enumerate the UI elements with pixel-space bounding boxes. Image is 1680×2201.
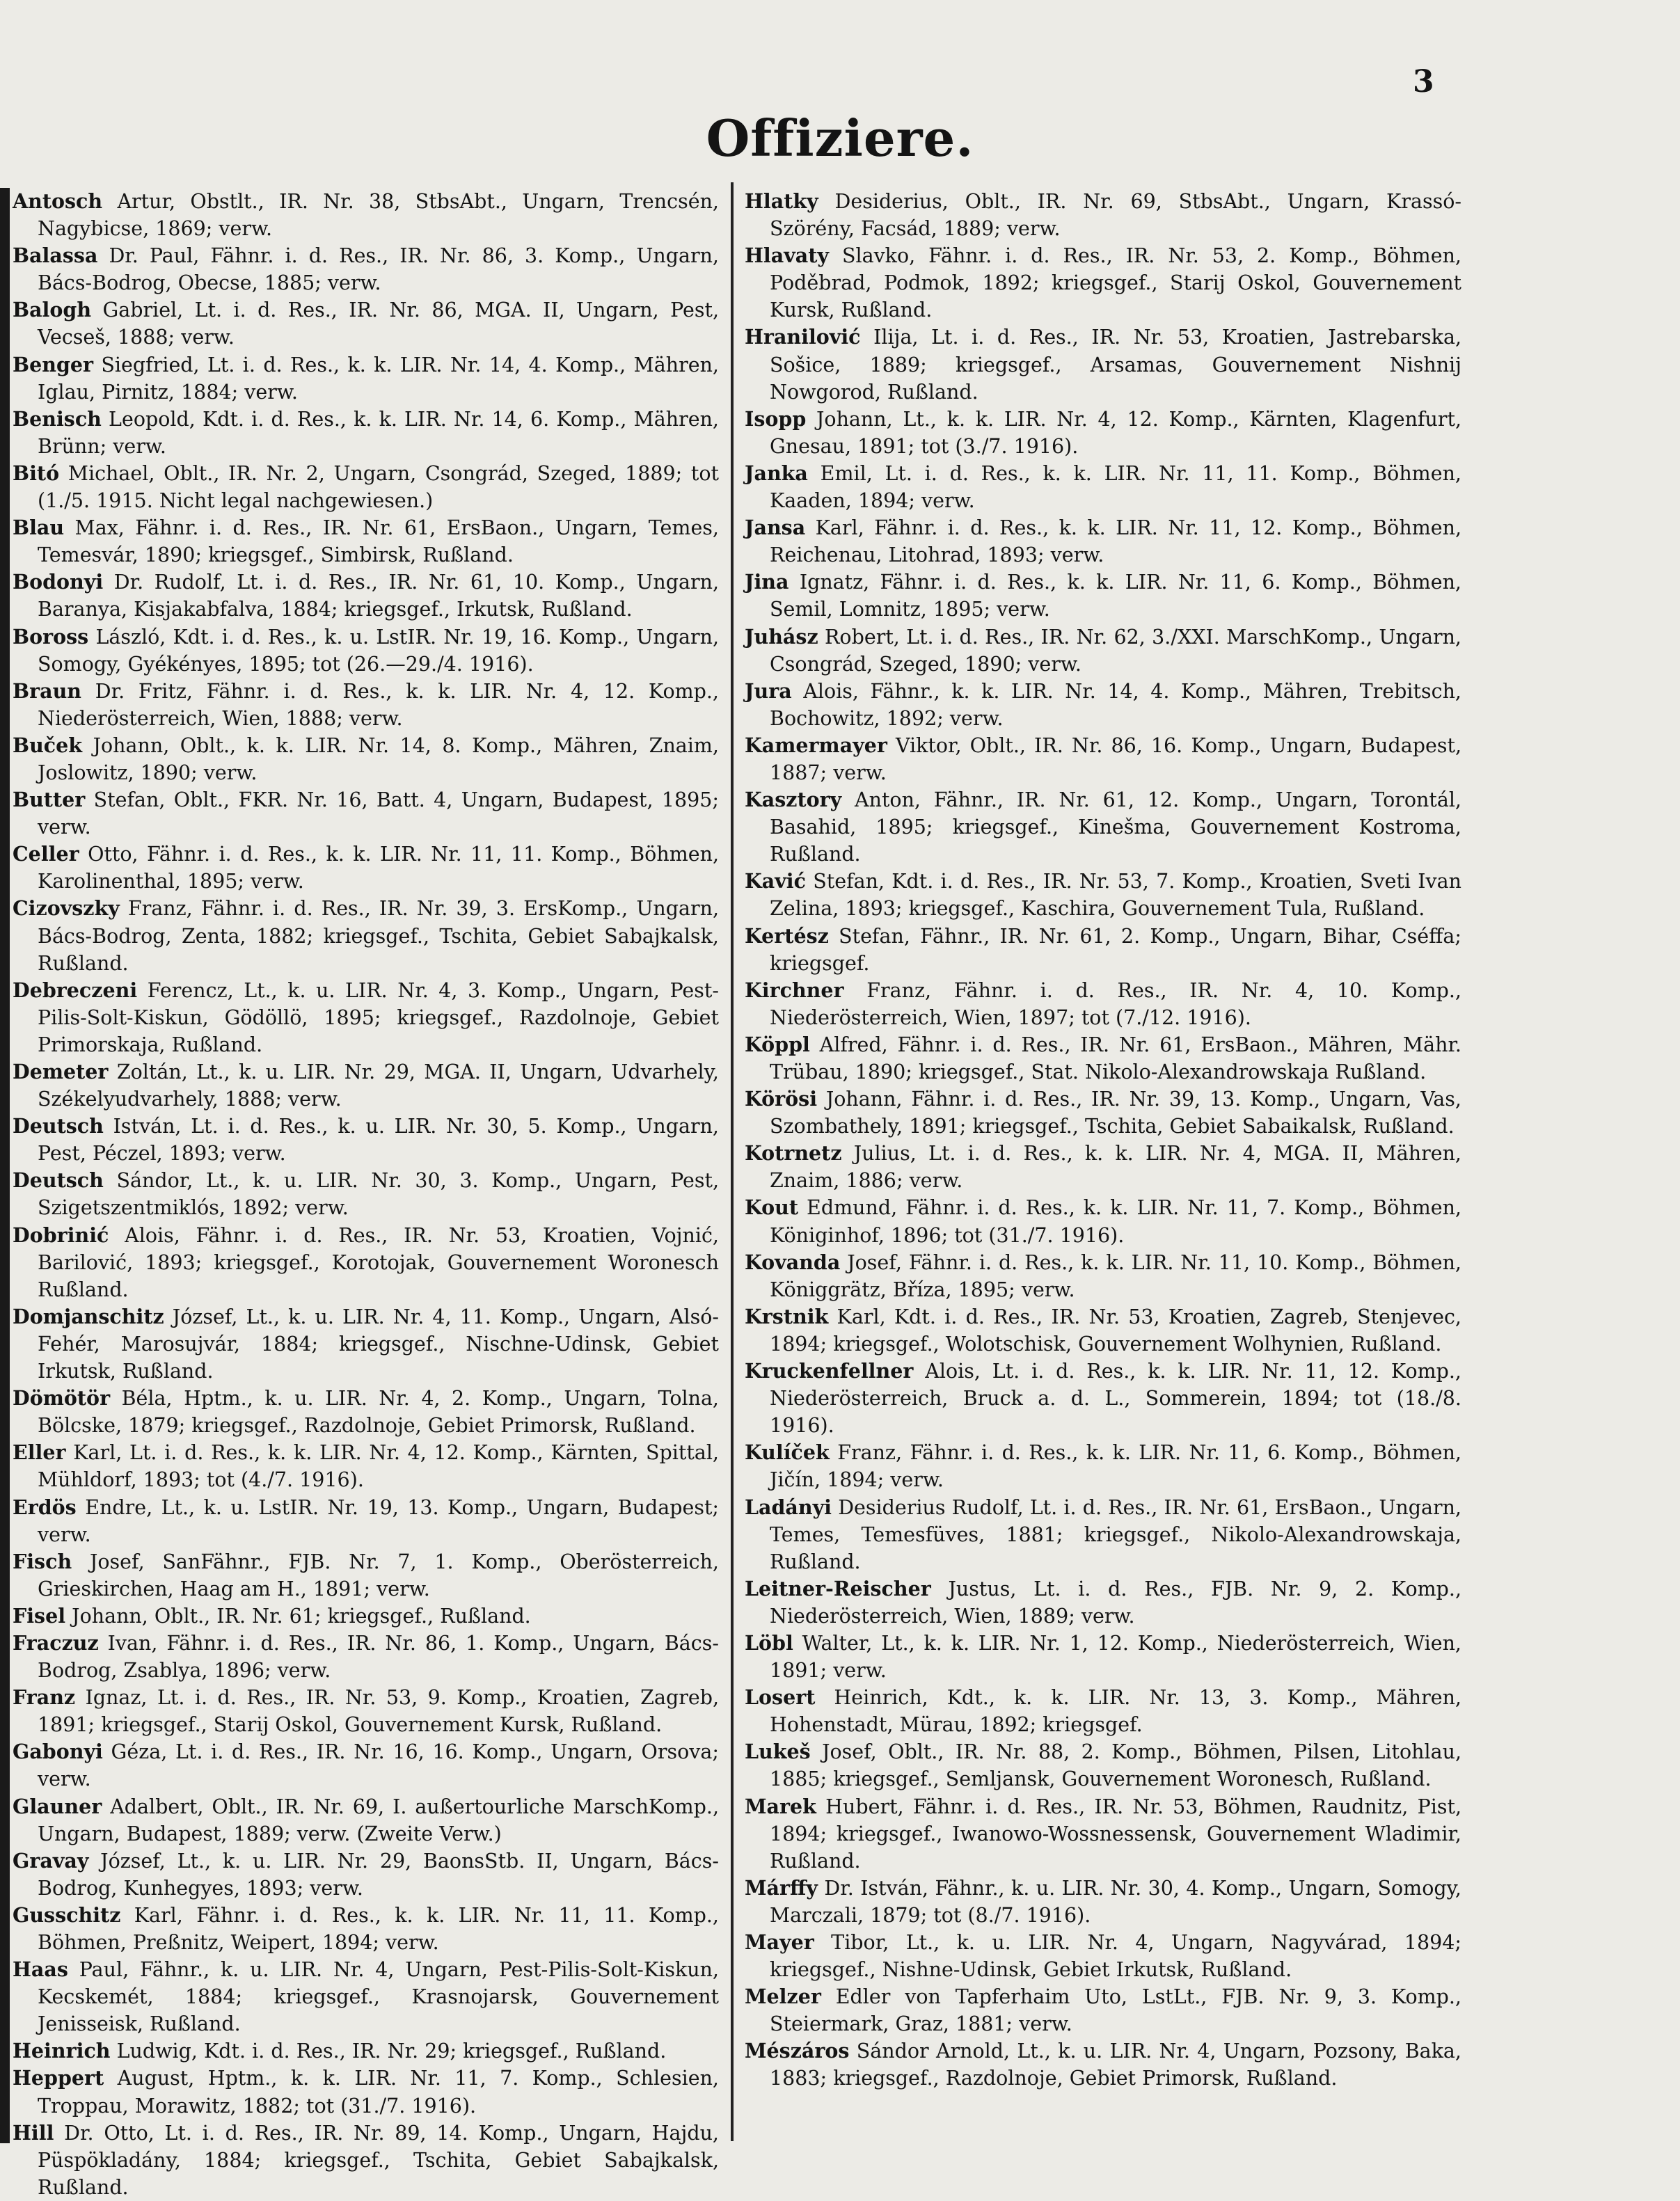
officer-surname: Heinrich: [13, 2039, 111, 2063]
officer-surname: Jina: [745, 570, 789, 594]
officer-entry: [745, 406, 1461, 460]
officer-entry: [745, 1684, 1461, 1738]
officer-surname: Bodonyi: [13, 570, 104, 594]
officer-entry: [13, 569, 719, 623]
officer-surname: Deutsch: [13, 1114, 104, 1138]
officer-details: Paul, Fähnr., k. u. LIR. Nr. 4, Ungarn, Pest-Pilis-Solt-Kiskun, Kecskemét, 1884; kriegsgef., Krasnojarsk, Gouvernement Jenisseisk, Rußland.: [38, 1958, 719, 2036]
officer-entry: [13, 1684, 719, 1738]
officer-details: Edler von Tapferhaim Uto, LstLt., FJB. Nr. 9, 3. Komp., Steiermark, Graz, 1881; verw.: [770, 1985, 1461, 2036]
officer-details: Adalbert, Oblt., IR. Nr. 69, I. außertourliche MarschKomp., Ungarn, Budapest, 1889; verw. (Zweite Verw.): [38, 1795, 719, 1845]
officer-entry: [13, 786, 719, 841]
officer-surname: Balogh: [13, 298, 92, 322]
officer-entry: [13, 242, 719, 296]
officer-surname: Cizovszky: [13, 896, 120, 921]
officer-details: Sándor, Lt., k. u. LIR. Nr. 30, 3. Komp., Ungarn, Pest, Szigetszentmiklós, 1892; verw.: [38, 1169, 719, 1220]
officer-entry: [13, 841, 719, 895]
officer-surname: Mészáros: [745, 2039, 850, 2063]
officer-details: Stefan, Kdt. i. d. Res., IR. Nr. 53, 7. Komp., Kroatien, Sveti Ivan Zelina, 1893; kriegsgef., Kaschira, Gouvernement Tula, Rußland.: [770, 870, 1461, 921]
officer-details: Dr. Fritz, Fähnr. i. d. Res., k. k. LIR. Nr. 4, 12. Komp., Niederösterreich, Wien, 1888; verw.: [38, 679, 719, 730]
officer-entry: [13, 1439, 719, 1493]
officer-details: Viktor, Oblt., IR. Nr. 86, 16. Komp., Ungarn, Budapest, 1887; verw.: [770, 733, 1461, 784]
officer-surname: Mayer: [745, 1930, 814, 1954]
officer-surname: Glauner: [13, 1794, 102, 1818]
officer-entry: [745, 623, 1461, 678]
officer-surname: Körösi: [745, 1087, 818, 1111]
officer-details: Franz, Fähnr. i. d. Res., IR. Nr. 39, 3. ErsKomp., Ungarn, Bács-Bodrog, Zenta, 1882; kriegsgef., Tschita, Gebiet Sabajkalsk, Rußland.: [38, 897, 719, 975]
officer-entry: [13, 1113, 719, 1167]
officer-details: Robert, Lt. i. d. Res., IR. Nr. 62, 3./XXI. MarschKomp., Ungarn, Csongrád, Szeged, 1890; verw.: [770, 625, 1461, 676]
officer-details: Anton, Fähnr., IR. Nr. 61, 12. Komp., Ungarn, Torontál, Basahid, 1895; kriegsgef., Kinešma, Gouvernement Kostroma, Rußland.: [770, 788, 1461, 866]
officer-surname: Jura: [745, 678, 792, 703]
officer-details: Siegfried, Lt. i. d. Res., k. k. LIR. Nr. 14, 4. Komp., Mähren, Iglau, Pirnitz, 1884; verw.: [38, 353, 719, 404]
officer-surname: Marek: [745, 1794, 816, 1818]
officer-entry: [13, 1167, 719, 1221]
officer-entry: [745, 242, 1461, 324]
officer-entry: [13, 977, 719, 1058]
officer-entry: [745, 1303, 1461, 1358]
officer-entry: [745, 1738, 1461, 1793]
officer-surname: Blau: [13, 516, 65, 540]
officer-surname: Hranilović: [745, 325, 861, 349]
officer-surname: Eller: [13, 1440, 66, 1465]
officer-surname: Benisch: [13, 406, 102, 431]
officer-entry: [745, 1875, 1461, 1929]
officer-entry: [13, 406, 719, 460]
officer-details: Dr. Otto, Lt. i. d. Res., IR. Nr. 89, 14. Komp., Ungarn, Hajdu, Püspökladány, 1884; kriegsgef., Tschita, Gebiet Sabajkalsk, Rußland.: [38, 2121, 719, 2199]
officer-surname: Heppert: [13, 2066, 104, 2090]
officer-surname: Butter: [13, 788, 86, 812]
officer-entry: [745, 732, 1461, 786]
officer-entry: [745, 2037, 1461, 2092]
officer-entry: [745, 1140, 1461, 1194]
officer-surname: Kruckenfellner: [745, 1359, 914, 1383]
officer-details: Ignatz, Fähnr. i. d. Res., k. k. LIR. Nr. 11, 6. Komp., Böhmen, Semil, Lomnitz, 1895; verw.: [770, 571, 1461, 621]
officer-surname: Lukeš: [745, 1740, 811, 1764]
officer-details: Alois, Lt. i. d. Res., k. k. LIR. Nr. 11, 12. Komp., Niederösterreich, Bruck a. d. L., Sommerein, 1894; tot (18./8. 1916).: [770, 1360, 1461, 1438]
officer-details: Justus, Lt. i. d. Res., FJB. Nr. 9, 2. Komp., Niederösterreich, Wien, 1889; verw.: [770, 1577, 1461, 1628]
officer-details: Alois, Fähnr. i. d. Res., IR. Nr. 53, Kroatien, Vojnić, Barilović, 1893; kriegsgef., Korotojak, Gouvernement Woronesch Rußland.: [38, 1223, 719, 1301]
officer-details: Karl, Fähnr. i. d. Res., k. k. LIR. Nr. 11, 11. Komp., Böhmen, Preßnitz, Weipert, 1894; verw.: [38, 1903, 719, 1954]
left-binding-edge: [0, 188, 10, 2143]
officer-surname: Kamermayer: [745, 733, 887, 757]
officer-details: Karl, Lt. i. d. Res., k. k. LIR. Nr. 4, 12. Komp., Kärnten, Spittal, Mühldorf, 1893; tot (4./7. 1916).: [38, 1441, 719, 1492]
officer-entry: [13, 1902, 719, 1956]
officer-surname: Buček: [13, 733, 83, 757]
left-column: [13, 188, 719, 2199]
officer-details: Josef, Fähnr. i. d. Res., k. k. LIR. Nr. 11, 10. Komp., Böhmen, Königgrätz, Bříza, 1895; verw.: [770, 1250, 1461, 1301]
officer-details: Desiderius, Oblt., IR. Nr. 69, StbsAbt., Ungarn, Krassó-Szörény, Facsád, 1889; verw.: [770, 190, 1461, 241]
officer-entry: [745, 1494, 1461, 1575]
officer-details: Heinrich, Kdt., k. k. LIR. Nr. 13, 3. Komp., Mähren, Hohenstadt, Mürau, 1892; kriegsgef.: [770, 1686, 1461, 1737]
officer-entry: [745, 1983, 1461, 2037]
officer-entry: [13, 1058, 719, 1113]
officer-details: Zoltán, Lt., k. u. LIR. Nr. 29, MGA. II, Ungarn, Udvarhely, Székelyudvarhely, 1888; verw.: [38, 1060, 719, 1111]
officer-entry: [13, 1848, 719, 1902]
officer-surname: Löbl: [745, 1630, 793, 1655]
officer-details: Gabriel, Lt. i. d. Res., IR. Nr. 86, MGA. II, Ungarn, Pest, Vecseš, 1888; verw.: [38, 299, 719, 349]
officer-surname: Debreczeni: [13, 978, 138, 1002]
officer-details: Ludwig, Kdt. i. d. Res., IR. Nr. 29; kriegsgef., Rußland.: [110, 2040, 667, 2063]
officer-entry: [13, 1303, 719, 1385]
officer-entry: [13, 1793, 719, 1848]
officer-entry: [13, 678, 719, 732]
officer-entry: [745, 1630, 1461, 1684]
officer-details: Endre, Lt., k. u. LstIR. Nr. 19, 13. Komp., Ungarn, Budapest; verw.: [38, 1495, 719, 1546]
officer-surname: Celler: [13, 842, 79, 866]
officer-surname: Domjanschitz: [13, 1304, 164, 1328]
officer-details: Johann, Fähnr. i. d. Res., IR. Nr. 39, 13. Komp., Ungarn, Vas, Szombathely, 1891; kriegsgef., Tschita, Gebiet Sabaikalsk, Rußland.: [770, 1088, 1461, 1138]
officer-surname: Juhász: [745, 624, 818, 649]
officer-surname: Antosch: [13, 189, 103, 213]
officer-surname: Fisel: [13, 1603, 66, 1628]
officer-entry: [13, 1738, 719, 1793]
officer-details: Johann, Oblt., k. k. LIR. Nr. 14, 8. Komp., Mähren, Znaim, Joslowitz, 1890; verw.: [38, 733, 719, 784]
officer-surname: Fisch: [13, 1549, 72, 1573]
officer-entry: [745, 1249, 1461, 1303]
officer-entry: [745, 1194, 1461, 1248]
page-number: 3: [1413, 64, 1434, 100]
officer-details: Karl, Kdt. i. d. Res., IR. Nr. 53, Kroatien, Zagreb, Stenjevec, 1894; kriegsgef., Wolotschisk, Gouvernement Wolhynien, Rußland.: [770, 1305, 1461, 1356]
officer-surname: Dömötör: [13, 1386, 111, 1411]
officer-details: Leopold, Kdt. i. d. Res., k. k. LIR. Nr. 14, 6. Komp., Mähren, Brünn; verw.: [38, 407, 719, 458]
officer-entry: [13, 623, 719, 678]
officer-entry: [745, 569, 1461, 623]
officer-details: Hubert, Fähnr. i. d. Res., IR. Nr. 53, Böhmen, Raudnitz, Pist, 1894; kriegsgef., Iwanowo-Wossnessensk, Gouvernement Wladimir, Rußland.: [770, 1795, 1461, 1873]
officer-details: Franz, Fähnr. i. d. Res., IR. Nr. 4, 10. Komp., Niederösterreich, Wien, 1897; tot (7./12. 1916).: [770, 978, 1461, 1029]
officer-surname: Bitó: [13, 461, 60, 485]
officer-surname: Janka: [745, 461, 808, 485]
officer-entry: [745, 1929, 1461, 1983]
officer-details: Johann, Lt., k. k. LIR. Nr. 4, 12. Komp., Kärnten, Klagenfurt, Gnesau, 1891; tot (3./7. 1916).: [770, 407, 1461, 458]
officer-surname: Hlatky: [745, 189, 818, 213]
officer-entry: [13, 2065, 719, 2119]
officer-entry: [745, 1575, 1461, 1630]
officer-details: Slavko, Fähnr. i. d. Res., IR. Nr. 53, 2. Komp., Böhmen, Poděbrad, Podmok, 1892; kriegsgef., Starij Oskol, Gouvernement Kursk, Rußland.: [770, 244, 1461, 322]
officer-details: Johann, Oblt., IR. Nr. 61; kriegsgef., Rußland.: [65, 1604, 531, 1628]
officer-surname: Krstnik: [745, 1304, 829, 1328]
officer-surname: Köppl: [745, 1032, 810, 1056]
officer-details: Alois, Fähnr., k. k. LIR. Nr. 14, 4. Komp., Mähren, Trebitsch, Bochowitz, 1892; verw.: [770, 679, 1461, 730]
officer-details: Alfred, Fähnr. i. d. Res., IR. Nr. 61, ErsBaon., Mähren, Mähr. Trübau, 1890; kriegsgef., Stat. Nikolo-Alexandrowskaja Rußland.: [770, 1033, 1461, 1083]
officer-entry: [13, 1222, 719, 1303]
officer-entry: [745, 1031, 1461, 1086]
officer-details: Dr. Rudolf, Lt. i. d. Res., IR. Nr. 61, 10. Komp., Ungarn, Baranya, Kisjakabfalva, 1884; kriegsgef., Irkutsk, Rußland.: [38, 571, 719, 621]
officer-surname: Hlavaty: [745, 244, 829, 268]
officer-entry: [13, 188, 719, 242]
officer-entry: [745, 977, 1461, 1031]
officer-details: Ignaz, Lt. i. d. Res., IR. Nr. 53, 9. Komp., Kroatien, Zagreb, 1891; kriegsgef., Starij Oskol, Gouvernement Kursk, Rußland.: [38, 1686, 719, 1737]
officer-details: Sándor Arnold, Lt., k. u. LIR. Nr. 4, Ungarn, Pozsony, Baka, 1883; kriegsgef., Razdolnoje, Gebiet Primorsk, Rußland.: [770, 2040, 1461, 2090]
officer-entry: [13, 1548, 719, 1603]
officer-details: Julius, Lt. i. d. Res., k. k. LIR. Nr. 4, MGA. II, Mähren, Znaim, 1886; verw.: [770, 1142, 1461, 1193]
officer-details: Franz, Fähnr. i. d. Res., k. k. LIR. Nr. 11, 6. Komp., Böhmen, Jičín, 1894; verw.: [770, 1441, 1461, 1492]
officer-surname: Boross: [13, 624, 89, 649]
officer-surname: Gabonyi: [13, 1740, 103, 1764]
officer-details: István, Lt. i. d. Res., k. u. LIR. Nr. 30, 5. Komp., Ungarn, Pest, Péczel, 1893; verw.: [38, 1115, 719, 1166]
officer-surname: Erdös: [13, 1495, 77, 1519]
officer-details: Béla, Hptm., k. u. LIR. Nr. 4, 2. Komp., Ungarn, Tolna, Bölcske, 1879; kriegsgef., Razdolnoje, Gebiet Primorsk, Rußland.: [38, 1387, 719, 1438]
officer-details: Ferencz, Lt., k. u. LIR. Nr. 4, 3. Komp., Ungarn, Pest-Pilis-Solt-Kiskun, Gödöllö, 1895; kriegsgef., Razdolnoje, Gebiet Primorskaja, Rußland.: [38, 978, 719, 1056]
officer-entry: [13, 1494, 719, 1548]
officer-details: Stefan, Oblt., FKR. Nr. 16, Batt. 4, Ungarn, Budapest, 1895; verw.: [38, 788, 719, 839]
officer-surname: Kovanda: [745, 1250, 841, 1274]
officer-details: Walter, Lt., k. k. LIR. Nr. 1, 12. Komp., Niederösterreich, Wien, 1891; verw.: [770, 1631, 1461, 1683]
officer-details: Dr. Paul, Fähnr. i. d. Res., IR. Nr. 86, 3. Komp., Ungarn, Bács-Bodrog, Obecse, 1885; verw.: [38, 244, 719, 295]
officer-details: Ivan, Fähnr. i. d. Res., IR. Nr. 86, 1. Komp., Ungarn, Bács-Bodrog, Zsablya, 1896; verw.: [38, 1631, 719, 1683]
officer-details: Artur, Obstlt., IR. Nr. 38, StbsAbt., Ungarn, Trencsén, Nagybicse, 1869; verw.: [38, 190, 719, 241]
officer-surname: Kulíček: [745, 1440, 830, 1465]
officer-surname: Haas: [13, 1957, 68, 1982]
officer-details: Michael, Oblt., IR. Nr. 2, Ungarn, Csongrád, Szeged, 1889; tot (1./5. 1915. Nicht legal nachgewiesen.): [38, 461, 719, 513]
officer-entry: [745, 1439, 1461, 1493]
officer-details: Karl, Fähnr. i. d. Res., k. k. LIR. Nr. 11, 12. Komp., Böhmen, Reichenau, Litohrad, 1893; verw.: [770, 516, 1461, 567]
officer-entry: [13, 1630, 719, 1684]
officer-entry: [13, 1385, 719, 1439]
officer-entry: [13, 2120, 719, 2201]
officer-entry: [13, 351, 719, 406]
officer-details: Tibor, Lt., k. u. LIR. Nr. 4, Ungarn, Nagyvárad, 1894; kriegsgef., Nishne-Udinsk, Gebiet Irkutsk, Rußland.: [770, 1931, 1461, 1982]
officer-entry: [745, 868, 1461, 922]
officer-surname: Melzer: [745, 1985, 821, 2009]
officer-entry: [13, 514, 719, 569]
page-title: Offiziere.: [706, 109, 974, 168]
officer-entry: [745, 460, 1461, 514]
officer-entry: [745, 923, 1461, 977]
officer-surname: Jansa: [745, 516, 806, 540]
officer-details: József, Lt., k. u. LIR. Nr. 29, BaonsStb. II, Ungarn, Bács-Bodrog, Kunhegyes, 1893; verw.: [38, 1849, 719, 1900]
officer-details: Desiderius Rudolf, Lt. i. d. Res., IR. Nr. 61, ErsBaon., Ungarn, Temes, Temesfüves, 1881; kriegsgef., Nikolo-Alexandrowskaja, Rußland.: [770, 1495, 1461, 1573]
officer-surname: Márffy: [745, 1875, 818, 1900]
officer-entry: [13, 895, 719, 976]
officer-details: August, Hptm., k. k. LIR. Nr. 11, 7. Komp., Schlesien, Troppau, Morawitz, 1882; tot (31./7. 1916).: [38, 2067, 719, 2117]
officer-entry: [745, 514, 1461, 569]
officer-details: Stefan, Fähnr., IR. Nr. 61, 2. Komp., Ungarn, Bihar, Cséffa; kriegsgef.: [770, 924, 1461, 975]
officer-entry: [13, 460, 719, 514]
officer-details: Max, Fähnr. i. d. Res., IR. Nr. 61, ErsBaon., Ungarn, Temes, Temesvár, 1890; kriegsgef., Simbirsk, Rußland.: [38, 516, 719, 567]
officer-details: László, Kdt. i. d. Res., k. u. LstIR. Nr. 19, 16. Komp., Ungarn, Somogy, Gyékényes, 1895; tot (26.—29./4. 1916).: [38, 625, 719, 676]
officer-surname: Isopp: [745, 406, 807, 431]
officer-surname: Benger: [13, 352, 94, 376]
officer-surname: Braun: [13, 678, 82, 703]
officer-details: József, Lt., k. u. LIR. Nr. 4, 11. Komp., Ungarn, Alsó-Fehér, Marosujvár, 1884; kriegsgef., Nischne-Udinsk, Gebiet Irkutsk, Rußland.: [38, 1305, 719, 1383]
officer-entry: [745, 188, 1461, 242]
officer-surname: Kotrnetz: [745, 1141, 842, 1166]
officer-entry: [745, 324, 1461, 405]
officer-surname: Dobrinić: [13, 1223, 109, 1247]
officer-surname: Demeter: [13, 1060, 109, 1083]
officer-entry: [13, 296, 719, 351]
officer-entry: [13, 2037, 719, 2065]
officer-surname: Ladányi: [745, 1495, 832, 1519]
officer-surname: Losert: [745, 1685, 816, 1710]
officer-surname: Kertész: [745, 923, 829, 948]
officer-surname: Balassa: [13, 244, 98, 268]
officer-surname: Kirchner: [745, 978, 844, 1002]
officer-details: Josef, Oblt., IR. Nr. 88, 2. Komp., Böhmen, Pilsen, Litohlau, 1885; kriegsgef., Semljansk, Gouvernement Woronesch, Rußland.: [770, 1740, 1461, 1791]
officer-entry: [745, 1358, 1461, 1439]
officer-entry: [745, 678, 1461, 732]
officer-entry: [745, 786, 1461, 868]
officer-details: Géza, Lt. i. d. Res., IR. Nr. 16, 16. Komp., Ungarn, Orsova; verw.: [38, 1740, 719, 1791]
officer-details: Emil, Lt. i. d. Res., k. k. LIR. Nr. 11, 11. Komp., Böhmen, Kaaden, 1894; verw.: [770, 461, 1461, 513]
officer-surname: Gravay: [13, 1848, 89, 1873]
officer-details: Dr. István, Fähnr., k. u. LIR. Nr. 30, 4. Komp., Ungarn, Somogy, Marczali, 1879; tot (8./7. 1916).: [770, 1876, 1461, 1927]
officer-surname: Fraczuz: [13, 1630, 99, 1655]
officer-details: Edmund, Fähnr. i. d. Res., k. k. LIR. Nr. 11, 7. Komp., Böhmen, Königinhof, 1896; tot (31./7. 1916).: [770, 1196, 1461, 1247]
officer-surname: Gusschitz: [13, 1902, 121, 1927]
officer-surname: Kout: [745, 1195, 799, 1220]
officer-surname: Kavić: [745, 869, 806, 893]
officer-entry: [13, 1956, 719, 2037]
officer-surname: Deutsch: [13, 1168, 104, 1193]
officer-details: Otto, Fähnr. i. d. Res., k. k. LIR. Nr. 11, 11. Komp., Böhmen, Karolinenthal, 1895; verw.: [38, 843, 719, 893]
officer-entry: [745, 1086, 1461, 1140]
officer-entry: [13, 732, 719, 786]
officer-entry: [13, 1603, 719, 1630]
officer-surname: Hill: [13, 2120, 54, 2145]
officer-details: Josef, SanFähnr., FJB. Nr. 7, 1. Komp., Oberösterreich, Grieskirchen, Haag am H., 1891; verw.: [38, 1550, 719, 1600]
officer-surname: Leitner-Reischer: [745, 1576, 931, 1600]
officer-entry: [745, 1793, 1461, 1875]
column-divider: [731, 182, 734, 2141]
right-column: [745, 188, 1461, 2147]
officer-details: Ilija, Lt. i. d. Res., IR. Nr. 53, Kroatien, Jastrebarska, Sošice, 1889; kriegsgef., Arsamas, Gouvernement Nishnij Nowgorod, Rußland.: [770, 326, 1461, 404]
officer-surname: Franz: [13, 1685, 76, 1710]
officer-surname: Kasztory: [745, 788, 842, 812]
